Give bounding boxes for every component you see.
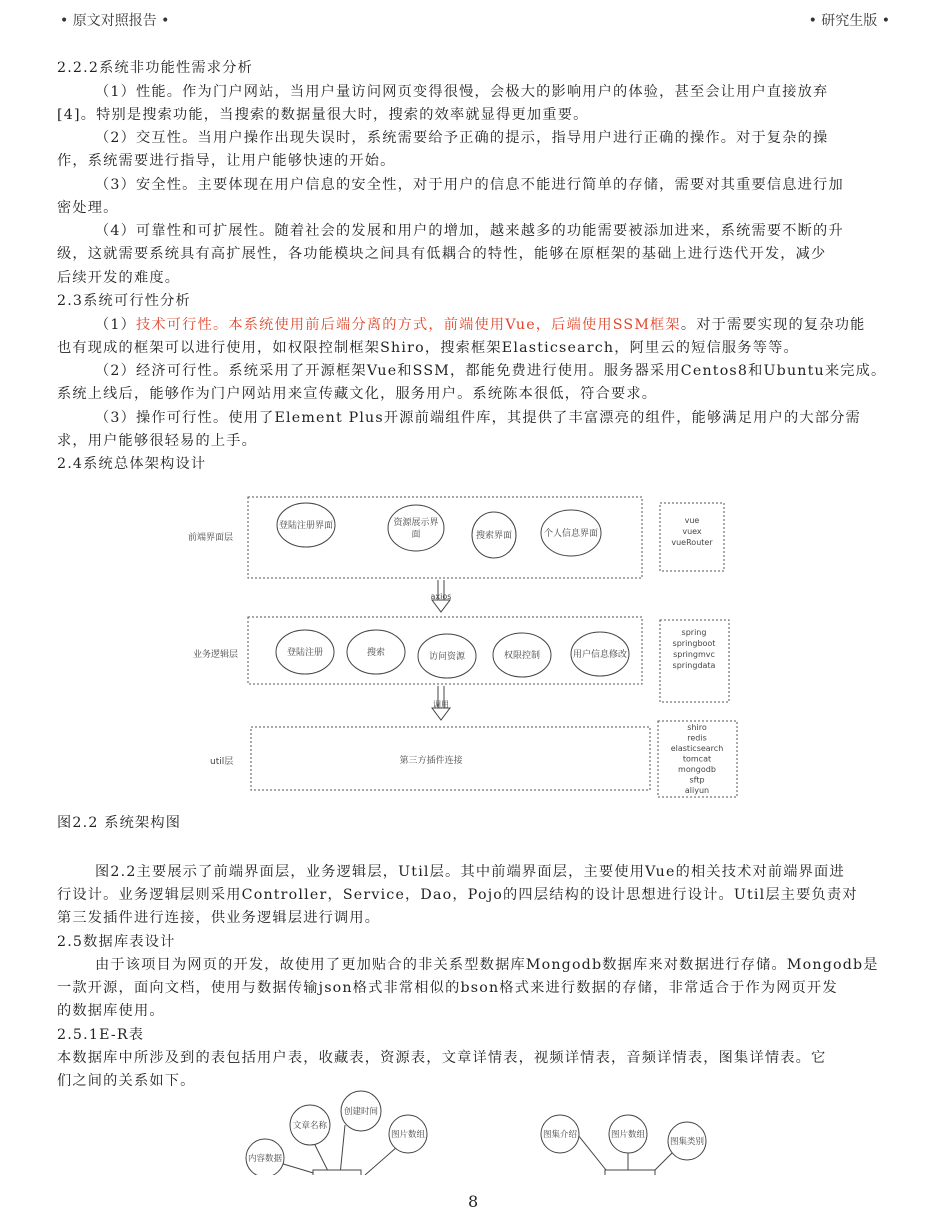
text-line: 们之间的关系如下。 [57, 1073, 196, 1089]
layer-label: 业务逻辑层 [193, 650, 239, 660]
tech-label: vuex [682, 527, 702, 536]
page-number: 8 [468, 1192, 479, 1211]
text-line: （3）操作可行性。使用了Element Plus开源前端组件库，其提供了丰富漂亮的组件，能够满足用户的大部分需 [95, 410, 861, 426]
text-line: 2.5数据库表设计 [57, 934, 176, 950]
er-attribute: 图片数组 [610, 1130, 646, 1140]
text-line: 的数据库使用。 [57, 1003, 165, 1019]
tech-label: mongodb [678, 765, 716, 774]
er-attribute: 图集介绍 [542, 1130, 578, 1140]
arrow-label: 调用 [433, 700, 449, 709]
text-line: 行设计。业务逻辑层则采用Controller，Service，Dao，Pojo的四层结构的设计思想进行设计。Util层主要负责对 [57, 887, 858, 903]
tech-label: redis [687, 733, 707, 743]
tech-label: spring [681, 628, 707, 637]
figure-caption: 图2.2 系统架构图 [57, 815, 182, 831]
node: 面 [411, 530, 421, 540]
text-line: 图2.2主要展示了前端界面层，业务逻辑层，Util层。其中前端界面层，主要使用Vue的相关技术对前端界面进 [95, 864, 845, 880]
text-line: 也有现成的框架可以进行使用，如权限控制框架Shiro，搜索框架Elasticsearch，阿里云的短信服务等等。 [57, 340, 799, 356]
node: 个人信息界面 [543, 529, 599, 539]
text-line: 2.2.2系统非功能性需求分析 [57, 60, 253, 76]
tech-label: springdata [672, 661, 716, 670]
er-attribute: 文章名称 [292, 1121, 328, 1131]
text-line: 后续开发的难度。 [57, 270, 181, 286]
node: 资源展示界 [393, 518, 439, 528]
node: 访问资源 [428, 652, 466, 662]
text-line: 由于该项目为网页的开发，故使用了更加贴合的非关系型数据库Mongodb数据库来对数据进行存储。Mongodb是 [95, 957, 879, 973]
tech-label: vueRouter [671, 538, 713, 547]
tech-label: aliyun [684, 786, 710, 795]
text-line: 第三发插件进行连接，供业务逻辑层进行调用。 [57, 910, 381, 926]
text-line: [4]。特别是搜索功能，当搜索的数据量很大时，搜索的效率就显得更加重要。 [57, 107, 589, 123]
tech-label: shiro [687, 723, 707, 732]
node: 第三方插件连接 [399, 756, 463, 766]
er-attribute: 内容数据 [247, 1154, 283, 1164]
er-attribute: 创建时间 [343, 1107, 379, 1117]
tech-label: sftp [689, 775, 705, 785]
tech-label: vue [684, 516, 700, 525]
text-line: （1）性能。作为门户网站，当用户量访问网页变得很慢，会极大的影响用户的体验，甚至会让用户直接放弃 [95, 84, 829, 100]
text-line: 级，这就需要系统具有高扩展性，各功能模块之间具有低耦合的特性，能够在原框架的基础上进行迭代开发，减少 [57, 246, 827, 262]
node: 搜索界面 [475, 531, 513, 541]
text-line: 2.3系统可行性分析 [57, 293, 191, 309]
tech-label: springmvc [673, 650, 715, 659]
num: （1） [95, 317, 137, 333]
node: 搜索 [366, 648, 386, 658]
tech-label: elasticsearch [670, 744, 724, 753]
tech-label: springboot [672, 639, 716, 648]
er-attribute: 图片数组 [390, 1130, 426, 1140]
text-line: 系统上线后，能够作为门户网站用来宣传藏文化，服务用户。系统陈本很低，符合要求。 [57, 386, 658, 402]
node: 登陆注册 [286, 648, 324, 658]
text-line: 密处理。 [57, 200, 119, 216]
er-attribute: 图集类别 [669, 1137, 705, 1147]
layer-label: 前端界面层 [188, 533, 234, 543]
text-line: 2.5.1E-R表 [57, 1027, 145, 1043]
text-line: 求，用户能够很轻易的上手。 [57, 433, 258, 449]
header-left: • 原文对照报告 • [60, 13, 170, 29]
arrow-label: axios [430, 592, 452, 601]
node: 权限控制 [503, 651, 541, 661]
text-line: 作，系统需要进行指导，让用户能够快速的开始。 [57, 153, 396, 169]
text-line: （2）交互性。当用户操作出现失误时，系统需要给予正确的提示，指导用户进行正确的操作。对于复杂的操 [95, 130, 829, 146]
highlighted-text: 技术可行性。本系统使用前后端分离的方式，前端使用Vue，后端使用SSM框架 [136, 317, 681, 333]
header-right: • 研究生版 • [808, 13, 890, 29]
layer-label: util层 [210, 757, 234, 767]
section-heading: 2.4系统总体架构设计 [57, 456, 207, 472]
frontend-tech-box [660, 503, 724, 571]
text: 。对于需要实现的复杂功能 [680, 317, 866, 333]
node: 登陆注册界面 [278, 521, 334, 531]
text-line: （4）可靠性和可扩展性。随着社会的发展和用户的增加，越来越多的功能需要被添加进来，系统需要不断的升 [95, 223, 844, 239]
text-line: （3）安全性。主要体现在用户信息的安全性，对于用户的信息不能进行简单的存储，需要对其重要信息进行加 [95, 177, 844, 193]
text-line: 本数据库中所涉及到的表包括用户表，收藏表，资源表，文章详情表，视频详情表，音频详情表，图集详情表。它 [57, 1050, 827, 1066]
tech-label: tomcat [682, 754, 712, 764]
node: 用户信息修改 [572, 650, 628, 660]
text-line: 一款开源，面向文档，使用与数据传输json格式非常相似的bson格式来进行数据的存储，非常适合于作为网页开发 [57, 980, 838, 996]
text-line: （2）经济可行性。系统采用了开源框架Vue和SSM，都能免费进行使用。服务器采用Centos8和Ubuntu来完成。 [95, 363, 887, 379]
